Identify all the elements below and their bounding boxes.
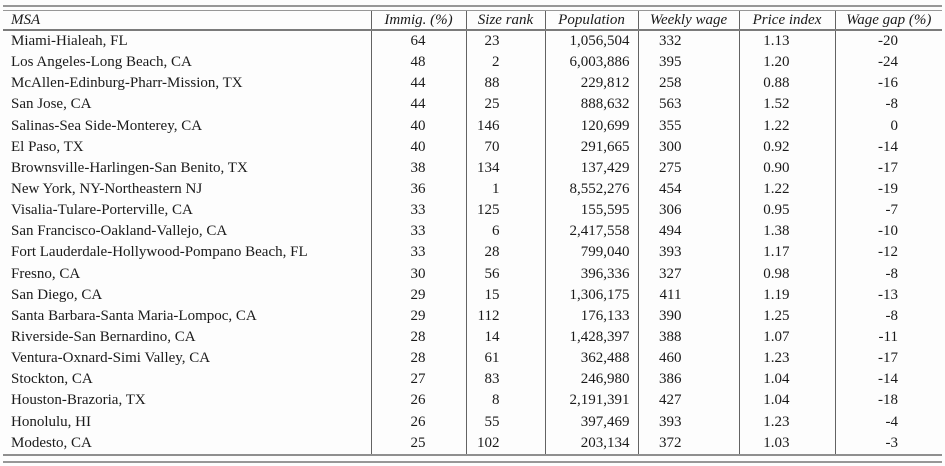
cell-price-index: 1.38: [739, 221, 835, 242]
cell-immig-pct: 40: [371, 116, 466, 137]
table-row: [3, 327, 942, 348]
cell-immig-pct: 44: [371, 94, 466, 115]
cell-msa: Los Angeles-Long Beach, CA: [11, 54, 192, 71]
column-header-price-index: Price index: [739, 11, 835, 30]
cell-population: 120,699: [545, 116, 638, 137]
cell-msa: Fresno, CA: [11, 265, 81, 282]
cell-wage-gap: -8: [835, 306, 942, 327]
cell-population: 1,306,175: [545, 285, 638, 306]
cell-immig-pct: 33: [371, 200, 466, 221]
cell-population: 137,429: [545, 158, 638, 179]
cell-wage-gap: -11: [835, 327, 942, 348]
cell-immig-pct: 26: [371, 412, 466, 433]
cell-size-rank: 6: [466, 221, 545, 242]
cell-immig-pct: 36: [371, 179, 466, 200]
cell-immig-pct: 38: [371, 158, 466, 179]
column-header-weekly-wage: Weekly wage: [638, 11, 739, 30]
cell-price-index: 1.13: [739, 30, 835, 52]
cell-wage-gap: -16: [835, 73, 942, 94]
cell-population: 155,595: [545, 200, 638, 221]
cell-msa: San Jose, CA: [11, 96, 92, 113]
cell-size-rank: 61: [466, 348, 545, 369]
cell-price-index: 1.23: [739, 348, 835, 369]
cell-msa: Riverside-San Bernardino, CA: [11, 329, 196, 346]
cell-price-index: 1.04: [739, 369, 835, 390]
cell-immig-pct: 44: [371, 73, 466, 94]
cell-population: 8,552,276: [545, 179, 638, 200]
cell-wage-gap: -20: [835, 30, 942, 52]
cell-weekly-wage: 355: [638, 116, 739, 137]
column-header-wage-gap: Wage gap (%): [835, 11, 942, 30]
column-header-population: Population: [545, 11, 638, 30]
cell-weekly-wage: 386: [638, 369, 739, 390]
table-header: [3, 11, 942, 30]
cell-weekly-wage: 563: [638, 94, 739, 115]
header-row: [3, 11, 942, 30]
cell-wage-gap: -17: [835, 348, 942, 369]
cell-price-index: 1.20: [739, 52, 835, 73]
cell-immig-pct: 29: [371, 306, 466, 327]
table-row: [3, 137, 942, 158]
cell-msa: San Francisco-Oakland-Vallejo, CA: [11, 223, 228, 240]
cell-immig-pct: 28: [371, 327, 466, 348]
cell-population: 397,469: [545, 412, 638, 433]
cell-size-rank: 125: [466, 200, 545, 221]
cell-size-rank: 15: [466, 285, 545, 306]
table-row: [3, 179, 942, 200]
cell-msa: Salinas-Sea Side-Monterey, CA: [11, 117, 203, 134]
cell-msa: McAllen-Edinburg-Pharr-Mission, TX: [11, 75, 243, 92]
column-header-size-rank: Size rank: [466, 11, 545, 30]
table-row: [3, 285, 942, 306]
cell-msa: Fort Lauderdale-Hollywood-Pompano Beach, FL: [11, 244, 308, 261]
cell-wage-gap: -18: [835, 390, 942, 411]
cell-size-rank: 8: [466, 390, 545, 411]
cell-size-rank: 25: [466, 94, 545, 115]
table-row: [3, 369, 942, 390]
cell-weekly-wage: 494: [638, 221, 739, 242]
cell-immig-pct: 33: [371, 242, 466, 263]
cell-weekly-wage: 393: [638, 412, 739, 433]
cell-weekly-wage: 372: [638, 433, 739, 454]
cell-population: 1,428,397: [545, 327, 638, 348]
table-row: [3, 116, 942, 137]
cell-size-rank: 14: [466, 327, 545, 348]
cell-size-rank: 102: [466, 433, 545, 454]
cell-immig-pct: 27: [371, 369, 466, 390]
table-row: [3, 221, 942, 242]
cell-msa: Ventura-Oxnard-Simi Valley, CA: [11, 350, 211, 367]
cell-msa: El Paso, TX: [11, 138, 84, 155]
cell-immig-pct: 30: [371, 264, 466, 285]
cell-population: 2,417,558: [545, 221, 638, 242]
cell-size-rank: 88: [466, 73, 545, 94]
cell-weekly-wage: 300: [638, 137, 739, 158]
cell-population: 203,134: [545, 433, 638, 454]
cell-weekly-wage: 393: [638, 242, 739, 263]
table-row: [3, 412, 942, 433]
msa-statistics-table: [3, 11, 942, 454]
cell-size-rank: 112: [466, 306, 545, 327]
table-row: [3, 242, 942, 263]
cell-price-index: 1.52: [739, 94, 835, 115]
cell-size-rank: 28: [466, 242, 545, 263]
cell-wage-gap: -12: [835, 242, 942, 263]
cell-price-index: 1.19: [739, 285, 835, 306]
cell-price-index: 0.92: [739, 137, 835, 158]
table-row: [3, 306, 942, 327]
cell-price-index: 1.23: [739, 412, 835, 433]
table-row: [3, 158, 942, 179]
cell-size-rank: 55: [466, 412, 545, 433]
cell-weekly-wage: 327: [638, 264, 739, 285]
cell-immig-pct: 33: [371, 221, 466, 242]
cell-msa: Honolulu, HI: [11, 413, 91, 430]
cell-weekly-wage: 258: [638, 73, 739, 94]
cell-msa: Visalia-Tulare-Porterville, CA: [11, 202, 193, 219]
table-row: [3, 52, 942, 73]
table-row: [3, 433, 942, 454]
cell-immig-pct: 40: [371, 137, 466, 158]
cell-population: 362,488: [545, 348, 638, 369]
table-row: [3, 73, 942, 94]
cell-weekly-wage: 275: [638, 158, 739, 179]
cell-population: 176,133: [545, 306, 638, 327]
cell-population: 1,056,504: [545, 30, 638, 52]
cell-weekly-wage: 388: [638, 327, 739, 348]
cell-size-rank: 83: [466, 369, 545, 390]
cell-wage-gap: -8: [835, 264, 942, 285]
cell-immig-pct: 25: [371, 433, 466, 454]
cell-weekly-wage: 395: [638, 52, 739, 73]
cell-weekly-wage: 411: [638, 285, 739, 306]
cell-price-index: 1.22: [739, 116, 835, 137]
cell-msa: Miami-Hialeah, FL: [11, 33, 128, 50]
table-row: [3, 390, 942, 411]
cell-weekly-wage: 390: [638, 306, 739, 327]
cell-population: 396,336: [545, 264, 638, 285]
cell-immig-pct: 64: [371, 30, 466, 52]
cell-price-index: 0.90: [739, 158, 835, 179]
cell-msa: Brownsville-Harlingen-San Benito, TX: [11, 159, 248, 176]
cell-msa: New York, NY-Northeastern NJ: [11, 181, 203, 198]
cell-weekly-wage: 306: [638, 200, 739, 221]
cell-wage-gap: -3: [835, 433, 942, 454]
cell-price-index: 0.98: [739, 264, 835, 285]
cell-size-rank: 2: [466, 52, 545, 73]
column-header-msa: MSA: [3, 11, 371, 30]
cell-immig-pct: 29: [371, 285, 466, 306]
cell-population: 229,812: [545, 73, 638, 94]
table-row: [3, 30, 942, 52]
cell-price-index: 0.88: [739, 73, 835, 94]
cell-wage-gap: -14: [835, 369, 942, 390]
cell-wage-gap: -10: [835, 221, 942, 242]
cell-price-index: 1.25: [739, 306, 835, 327]
bottom-rule-lower: [3, 461, 942, 463]
cell-wage-gap: -4: [835, 412, 942, 433]
cell-wage-gap: -14: [835, 137, 942, 158]
cell-immig-pct: 26: [371, 390, 466, 411]
cell-msa: Santa Barbara-Santa Maria-Lompoc, CA: [11, 307, 257, 324]
cell-size-rank: 134: [466, 158, 545, 179]
table-row: [3, 264, 942, 285]
cell-wage-gap: -8: [835, 94, 942, 115]
cell-wage-gap: -19: [835, 179, 942, 200]
table-row: [3, 348, 942, 369]
cell-population: 6,003,886: [545, 52, 638, 73]
cell-size-rank: 56: [466, 264, 545, 285]
cell-size-rank: 1: [466, 179, 545, 200]
cell-size-rank: 146: [466, 116, 545, 137]
cell-wage-gap: -7: [835, 200, 942, 221]
table-body: [3, 30, 942, 454]
cell-size-rank: 70: [466, 137, 545, 158]
cell-msa: Stockton, CA: [11, 371, 93, 388]
cell-population: 799,040: [545, 242, 638, 263]
cell-wage-gap: -24: [835, 52, 942, 73]
cell-weekly-wage: 460: [638, 348, 739, 369]
cell-price-index: 1.22: [739, 179, 835, 200]
table-row: [3, 94, 942, 115]
cell-population: 291,665: [545, 137, 638, 158]
bottom-rule-upper: [3, 454, 942, 456]
cell-weekly-wage: 332: [638, 30, 739, 52]
cell-price-index: 0.95: [739, 200, 835, 221]
cell-msa: San Diego, CA: [11, 286, 103, 303]
cell-wage-gap: 0: [835, 116, 942, 137]
cell-immig-pct: 28: [371, 348, 466, 369]
cell-price-index: 1.04: [739, 390, 835, 411]
cell-population: 888,632: [545, 94, 638, 115]
cell-weekly-wage: 454: [638, 179, 739, 200]
cell-immig-pct: 48: [371, 52, 466, 73]
cell-price-index: 1.03: [739, 433, 835, 454]
column-header-immig-pct: Immig. (%): [371, 11, 466, 30]
cell-wage-gap: -17: [835, 158, 942, 179]
cell-population: 2,191,391: [545, 390, 638, 411]
table-row: [3, 200, 942, 221]
cell-price-index: 1.17: [739, 242, 835, 263]
cell-size-rank: 23: [466, 30, 545, 52]
cell-wage-gap: -13: [835, 285, 942, 306]
cell-population: 246,980: [545, 369, 638, 390]
cell-msa: Houston-Brazoria, TX: [11, 392, 146, 409]
cell-price-index: 1.07: [739, 327, 835, 348]
cell-msa: Modesto, CA: [11, 434, 92, 451]
cell-weekly-wage: 427: [638, 390, 739, 411]
